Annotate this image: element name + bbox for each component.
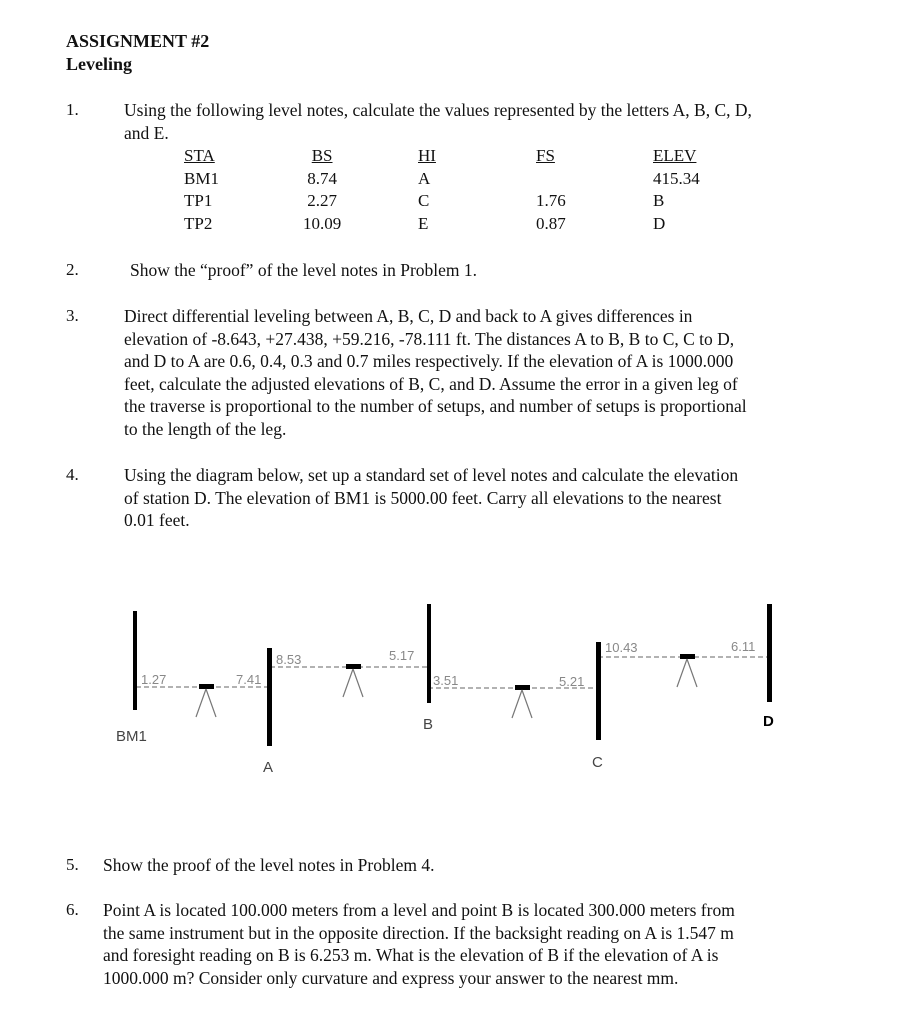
problem-4-line: 0.01 feet. [124,510,190,530]
reading-fs-d: 6.11 [731,639,756,654]
problem-5-number: 5. [66,855,79,874]
table-cell: C [418,191,430,210]
level-instrument-icon [343,664,363,697]
problem-6-line: Point A is located 100.000 meters from a level and point B is located 300.000 meters from [103,900,735,920]
problem-6-number: 6. [66,900,79,919]
table-cell: 1.76 [536,191,566,210]
level-instrument-icon [196,684,216,717]
column-header-hi: HI [418,146,436,165]
table-cell [536,168,566,191]
problem-1-line-2: and E. [124,122,169,143]
problem-6-line: and foresight reading on B is 6.253 m. What is the elevation of B if the elevation of A is [103,945,719,965]
table-cell: 0.87 [536,213,566,233]
problem-2-text: Show the “proof” of the level notes in Problem 1. [130,260,478,280]
problem-2-number: 2. [66,260,79,279]
problem-3-line: to the length of the leg. [124,418,287,439]
column-hi [418,145,436,235]
level-instrument-icon [677,654,697,687]
table-cell: 10.09 [303,213,342,233]
reading-fs-c: 5.21 [559,674,585,689]
column-fs [536,145,566,235]
reading-bs-c: 10.43 [605,640,638,655]
rod-b-icon [427,604,431,703]
table-cell: TP2 [184,213,213,233]
column-header-fs: FS [536,146,555,165]
problem-6-line: the same instrument but in the opposite direction. If the backsight reading on A is 1.547 m [103,922,734,943]
table-cell: E [418,213,429,233]
rod-d-icon [767,604,772,702]
problem-5-text: Show the proof of the level notes in Problem 4. [103,855,435,875]
station-label-d: D [763,713,774,730]
assignment-subtitle: Leveling [66,54,132,74]
rod-bm1-icon [133,611,137,710]
problem-3-text [124,305,747,440]
column-bs [303,145,341,235]
table-cell: TP1 [184,191,213,210]
reading-bs-b: 3.51 [433,673,459,688]
problem-3-line: the traverse is proportional to the number of setups, and number of setups is proportional [124,396,747,416]
problem-1-line-1: Using the following level notes, calculate the values represented by the letters A, B, C, D, [124,100,752,120]
reading-bs-a: 8.53 [276,652,302,667]
problem-3-number: 3. [66,306,79,325]
station-label-a: A [263,759,274,776]
problem-1-number: 1. [66,100,79,119]
table-cell: B [653,191,665,210]
column-header-sta: STA [184,146,215,165]
problem-3-line: feet, calculate the adjusted elevations of B, C, and D. Assume the error in a given leg of [124,373,738,394]
column-sta [184,145,219,235]
rod-a-icon [267,648,272,746]
column-elev [653,145,700,235]
leveling-diagram [0,590,902,790]
problem-4-text [124,464,738,532]
table-cell: 415.34 [653,168,700,188]
station-label-bm1: BM1 [116,728,147,745]
table-cell: D [653,213,666,233]
rod-c-icon [596,642,601,740]
problem-3-line: elevation of -8.643, +27.438, +59.216, -78.111 ft. The distances A to B, B to C, C to D, [124,328,735,349]
problem-3-line: Direct differential leveling between A, B, C, D and back to A gives differences in [124,306,693,326]
level-instrument-icon [512,685,532,718]
table-cell: 8.74 [307,168,337,188]
station-label-c: C [592,754,603,771]
reading-bs-bm1: 1.27 [141,672,167,687]
column-header-bs: BS [311,146,333,165]
table-cell: BM1 [184,168,219,188]
reading-fs-b: 5.17 [389,648,415,663]
station-label-b: B [423,716,434,733]
problem-3-line: and D to A are 0.6, 0.4, 0.3 and 0.7 miles respectively. If the elevation of A is 1000.000 [124,351,734,371]
table-cell: A [418,168,431,188]
problem-4-line: of station D. The elevation of BM1 is 5000.00 feet. Carry all elevations to the nearest [124,487,722,508]
column-header-elev: ELEV [653,146,697,165]
problem-4-line: Using the diagram below, set up a standard set of level notes and calculate the elevation [124,465,739,485]
problem-6-text [103,899,735,989]
problem-4-number: 4. [66,465,79,484]
problem-6-line: 1000.000 m? Consider only curvature and express your answer to the nearest mm. [103,967,679,988]
reading-fs-a: 7.41 [236,672,262,687]
problem-1-text [124,99,752,144]
assignment-title: ASSIGNMENT #2 [66,31,210,51]
table-cell: 2.27 [307,191,337,210]
